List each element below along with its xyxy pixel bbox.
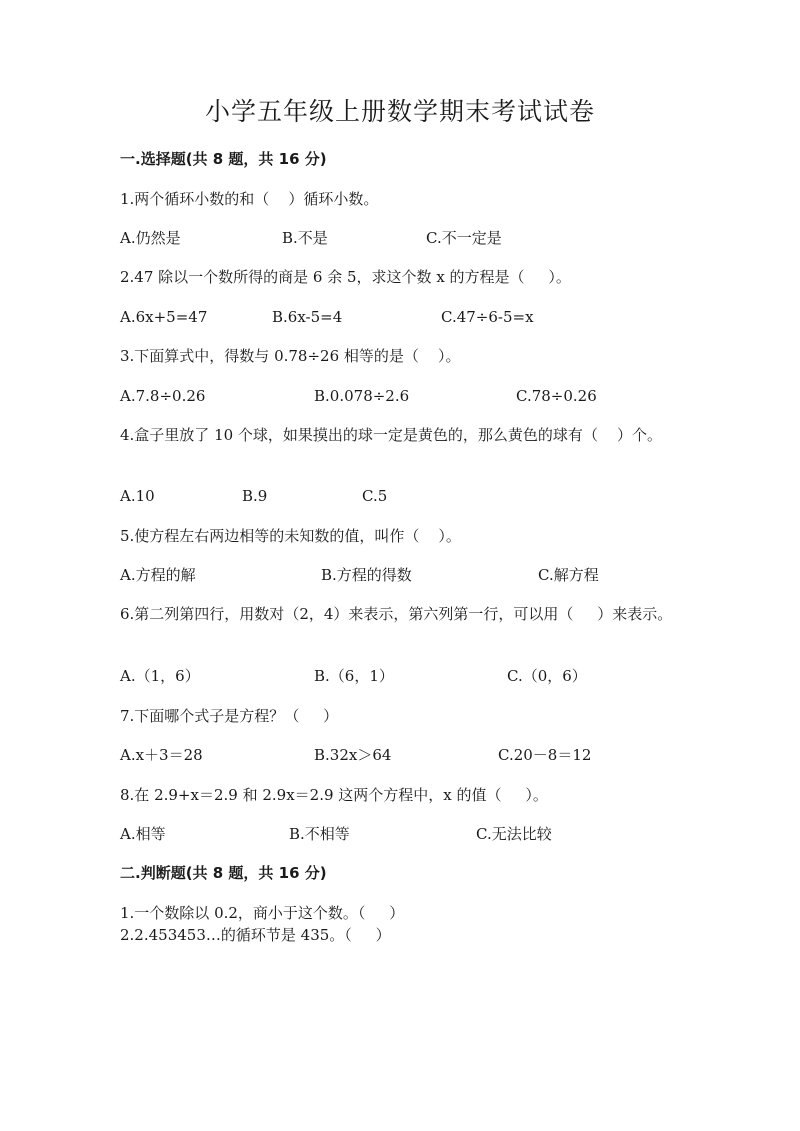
option-c: C.47÷6-5=x bbox=[441, 308, 534, 326]
option-c: C.解方程 bbox=[538, 566, 599, 584]
options-8 bbox=[120, 823, 700, 845]
options-4 bbox=[120, 485, 700, 507]
question-1: 1.两个循环小数的和（ ）循环小数。 bbox=[120, 190, 379, 208]
options-5 bbox=[120, 564, 700, 586]
question-2: 2.47 除以一个数所得的商是 6 余 5，求这个数 x 的方程是（ ）。 bbox=[120, 268, 571, 286]
exam-title: 小学五年级上册数学期末考试试卷 bbox=[204, 97, 595, 126]
options-6 bbox=[120, 665, 700, 687]
options-3 bbox=[120, 385, 700, 407]
option-b: B.32x＞64 bbox=[314, 746, 392, 764]
question-7: 7.下面哪个式子是方程？（ ） bbox=[120, 707, 339, 725]
section-heading-choice: 一.选择题(共 8 题，共 16 分) bbox=[120, 150, 327, 168]
option-a: A.方程的解 bbox=[120, 566, 196, 584]
option-c: C.5 bbox=[362, 487, 388, 505]
option-b: B.不相等 bbox=[289, 825, 350, 843]
option-b: B.方程的得数 bbox=[321, 566, 412, 584]
options-7 bbox=[120, 744, 700, 766]
option-a: A.相等 bbox=[120, 825, 166, 843]
option-a: A.10 bbox=[120, 487, 155, 505]
question-5: 5.使方程左右两边相等的未知数的值，叫作（ ）。 bbox=[120, 527, 461, 545]
option-b: B.9 bbox=[242, 487, 268, 505]
option-c: C.（0，6） bbox=[507, 667, 587, 685]
option-a: A.7.8÷0.26 bbox=[120, 387, 206, 405]
question-6: 6.第二列第四行，用数对（2，4）来表示，第六列第一行，可以用（ ）来表示。 bbox=[120, 605, 673, 623]
question-4: 4.盒子里放了 10 个球，如果摸出的球一定是黄色的，那么黄色的球有（ ）个。 bbox=[120, 426, 663, 444]
option-c: C.不一定是 bbox=[426, 229, 502, 247]
judgement-question-1: 1.一个数除以 0.2，商小于这个数。（ ） bbox=[120, 904, 405, 922]
options-1 bbox=[120, 227, 700, 249]
option-b: B.不是 bbox=[282, 229, 328, 247]
judgement-question-2: 2.2.453453…的循环节是 435。（ ） bbox=[120, 926, 391, 944]
option-b: B.6x-5=4 bbox=[272, 308, 343, 326]
option-c: C.78÷0.26 bbox=[516, 387, 597, 405]
section-heading-judgement: 二.判断题(共 8 题，共 16 分) bbox=[120, 864, 327, 882]
option-a: A.6x+5=47 bbox=[120, 308, 208, 326]
question-8: 8.在 2.9+x＝2.9 和 2.9x＝2.9 这两个方程中，x 的值（ ）。 bbox=[120, 786, 548, 804]
option-c: C.无法比较 bbox=[476, 825, 552, 843]
option-a: A.x＋3＝28 bbox=[120, 746, 203, 764]
question-3: 3.下面算式中，得数与 0.78÷26 相等的是（ ）。 bbox=[120, 347, 461, 365]
option-a: A.仍然是 bbox=[120, 229, 181, 247]
option-b: B.0.078÷2.6 bbox=[314, 387, 410, 405]
options-2 bbox=[120, 306, 700, 328]
option-c: C.20－8＝12 bbox=[498, 746, 592, 764]
option-b: B.（6，1） bbox=[314, 667, 394, 685]
option-a: A.（1，6） bbox=[120, 667, 200, 685]
